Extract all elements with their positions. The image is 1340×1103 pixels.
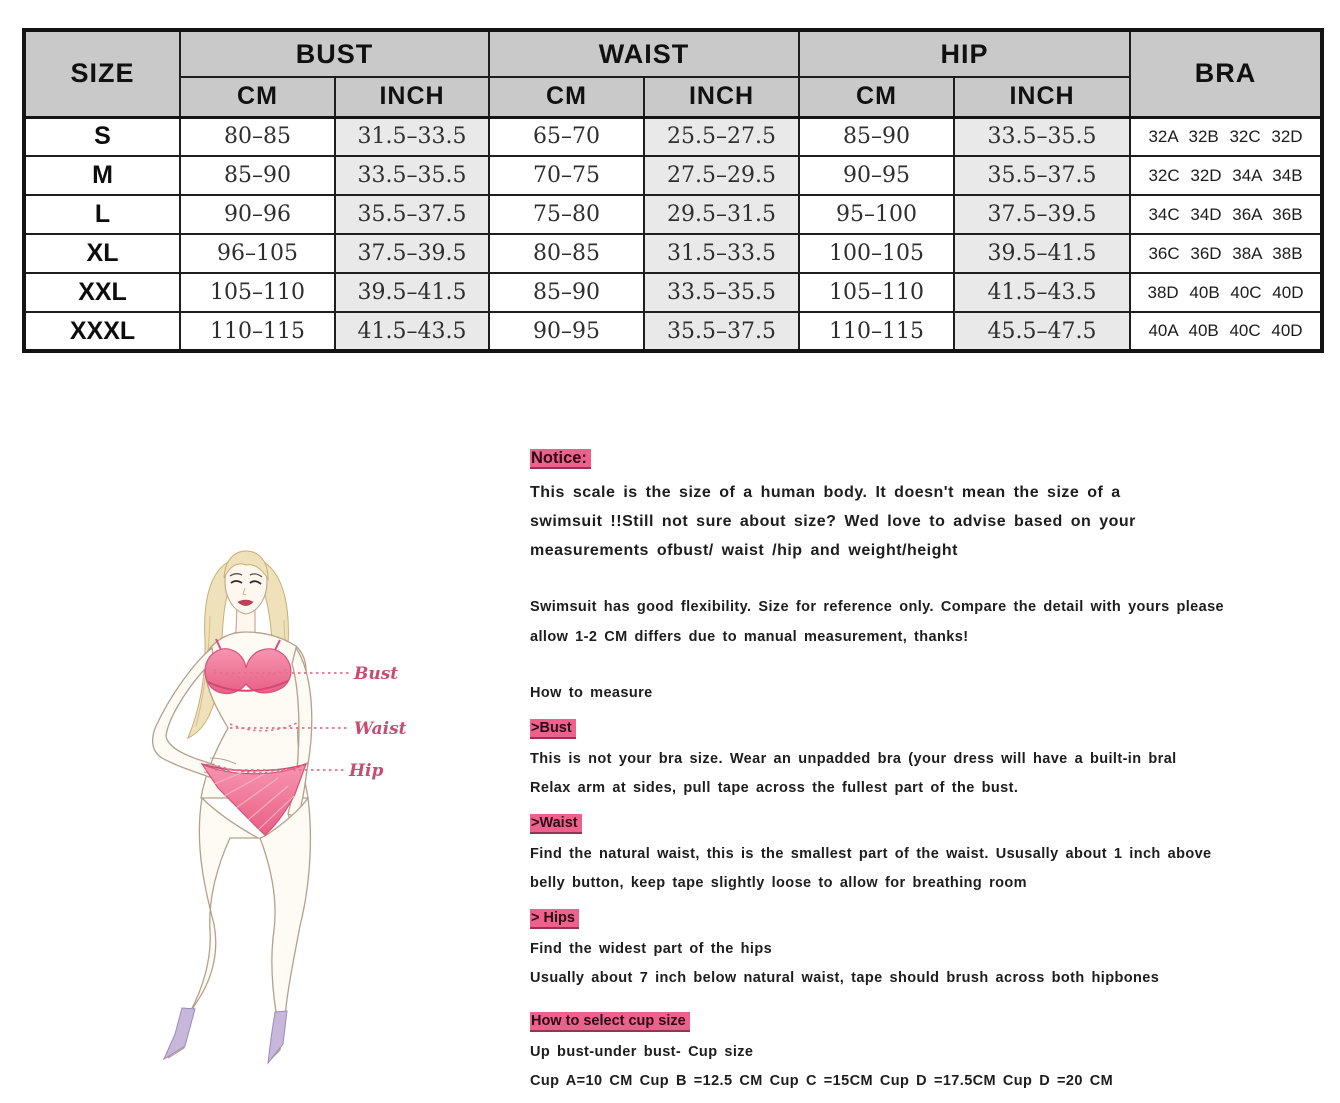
waist-inch-value: 33.5–35.5 [644,273,799,312]
bust-line-label: Bust [354,664,399,684]
col-subheader-waist-inch: INCH [644,77,799,117]
waist-cm-value: 85–90 [489,273,644,312]
hip-cm-value: 95–100 [799,195,954,234]
size-label: XXL [24,273,180,312]
bust-cm-value: 105–110 [180,273,335,312]
head [224,551,268,614]
hip-cm-value: 110–115 [799,312,954,351]
hip-inch-value: 39.5–41.5 [954,234,1130,273]
notice-line: swimsuit !!Still not sure about size? Wed love to advise based on your [530,513,1136,530]
sizing-notes [530,448,1322,1097]
bust-inch-value: 33.5–35.5 [335,156,489,195]
bra-sizes-value: 34C 34D 36A 36B [1130,195,1322,234]
waist-inch-value: 35.5–37.5 [644,312,799,351]
table-row-xxl [24,273,1322,312]
waist-instructions [530,840,1322,899]
bust-cm-value: 110–115 [180,312,335,351]
bust-instruction-line: This is not your bra size. Wear an unpadded bra (your dress will have a built-in bral [530,750,1177,767]
col-subheader-bust-cm: CM [180,77,335,117]
size-label: L [24,195,180,234]
col-header-bust: BUST [180,30,489,77]
col-subheader-hip-inch: INCH [954,77,1130,117]
hip-inch-value: 35.5–37.5 [954,156,1130,195]
table-row-xl [24,234,1322,273]
waist-cm-value: 75–80 [489,195,644,234]
hip-inch-value: 41.5–43.5 [954,273,1130,312]
bust-cm-value: 90–96 [180,195,335,234]
bra-sizes-value: 32A 32B 32C 32D [1130,117,1322,156]
waist-inch-value: 31.5–33.5 [644,234,799,273]
hip-cm-value: 105–110 [799,273,954,312]
waist-cm-value: 65–70 [489,117,644,156]
waist-cm-value: 90–95 [489,312,644,351]
table-row-s [24,117,1322,156]
hips-instruction-line: Usually about 7 inch below natural waist, tape should brush across both hipbones [530,970,1160,986]
hips-instructions [530,935,1322,994]
notice-line: This scale is the size of a human body. It doesn't mean the size of a [530,484,1121,501]
size-label: M [24,156,180,195]
waist-heading-highlight: >Waist [530,814,582,834]
hip-cm-value: 90–95 [799,156,954,195]
cup-size-line: Up bust-under bust- Cup size [530,1043,754,1060]
hip-inch-value: 45.5–47.5 [954,312,1130,351]
bust-inch-value: 31.5–33.5 [335,117,489,156]
waist-section-heading [530,812,1322,834]
cup-size-line: Cup A=10 CM Cup B =12.5 CM Cup C =15CM Cup D =17.5CM Cup D =20 CM [530,1073,1114,1089]
hip-cm-value: 100–105 [799,234,954,273]
how-to-measure-heading: How to measure [530,685,653,701]
col-subheader-hip-cm: CM [799,77,954,117]
hip-cm-value: 85–90 [799,117,954,156]
woman-sketch-figure [118,546,428,1086]
table-row-xxxl [24,312,1322,351]
notice-heading [530,448,1322,470]
size-chart-table [22,28,1324,353]
bust-inch-value: 35.5–37.5 [335,195,489,234]
notice-line: measurements ofbust/ waist /hip and weight/height [530,542,958,559]
waist-inch-value: 27.5–29.5 [644,156,799,195]
waist-cm-value: 80–85 [489,234,644,273]
bra-sizes-value: 38D 40B 40C 40D [1130,273,1322,312]
bra-sizes-value: 36C 36D 38A 38B [1130,234,1322,273]
waist-instruction-line: Find the natural waist, this is the smallest part of the waist. Ususally about 1 inch above [530,845,1212,862]
bust-instruction-line: Relax arm at sides, pull tape across the fullest part of the bust. [530,780,1019,796]
bust-inch-value: 37.5–39.5 [335,234,489,273]
bust-inch-value: 39.5–41.5 [335,273,489,312]
waist-inch-value: 29.5–31.5 [644,195,799,234]
hips-section-heading [530,907,1322,929]
bust-inch-value: 41.5–43.5 [335,312,489,351]
bust-section-heading [530,717,1322,739]
flexibility-line: allow 1-2 CM differs due to manual measurement, thanks! [530,628,969,645]
waist-cm-value: 70–75 [489,156,644,195]
right-shoe [268,1011,287,1063]
bra-sizes-value: 40A 40B 40C 40D [1130,312,1322,351]
size-label: S [24,117,180,156]
bust-cm-value: 96–105 [180,234,335,273]
col-header-size: SIZE [24,30,180,117]
bust-heading-highlight: >Bust [530,719,576,739]
size-label: XXXL [24,312,180,351]
col-subheader-bust-inch: INCH [335,77,489,117]
col-header-hip: HIP [799,30,1130,77]
bust-cm-value: 85–90 [180,156,335,195]
notice-paragraph [530,478,1322,565]
hip-inch-value: 37.5–39.5 [954,195,1130,234]
table-row-m [24,156,1322,195]
col-subheader-waist-cm: CM [489,77,644,117]
hip-inch-value: 33.5–35.5 [954,117,1130,156]
hips-instruction-line: Find the widest part of the hips [530,940,773,957]
col-header-waist: WAIST [489,30,799,77]
flexibility-line: Swimsuit has good flexibility. Size for reference only. Compare the detail with yours please [530,599,1225,615]
waist-instruction-line: belly button, keep tape slightly loose to allow for breathing room [530,875,1027,891]
cup-size-heading-highlight: How to select cup size [530,1012,690,1032]
waist-line-label: Waist [354,719,407,739]
size-chart-section [22,28,1324,353]
cup-size-instructions [530,1038,1322,1097]
bust-cm-value: 80–85 [180,117,335,156]
hip-line-label: Hip [349,761,384,781]
table-row-l [24,195,1322,234]
hips-heading-highlight: > Hips [530,909,579,929]
size-label: XL [24,234,180,273]
bra-sizes-value: 32C 32D 34A 34B [1130,156,1322,195]
col-header-bra: BRA [1130,30,1322,117]
bust-instructions [530,745,1322,804]
body-measurement-illustration [118,546,428,1086]
notice-heading-highlight: Notice: [530,449,591,469]
flexibility-paragraph [530,593,1322,652]
waist-inch-value: 25.5–27.5 [644,117,799,156]
cup-size-heading [530,1010,1322,1032]
